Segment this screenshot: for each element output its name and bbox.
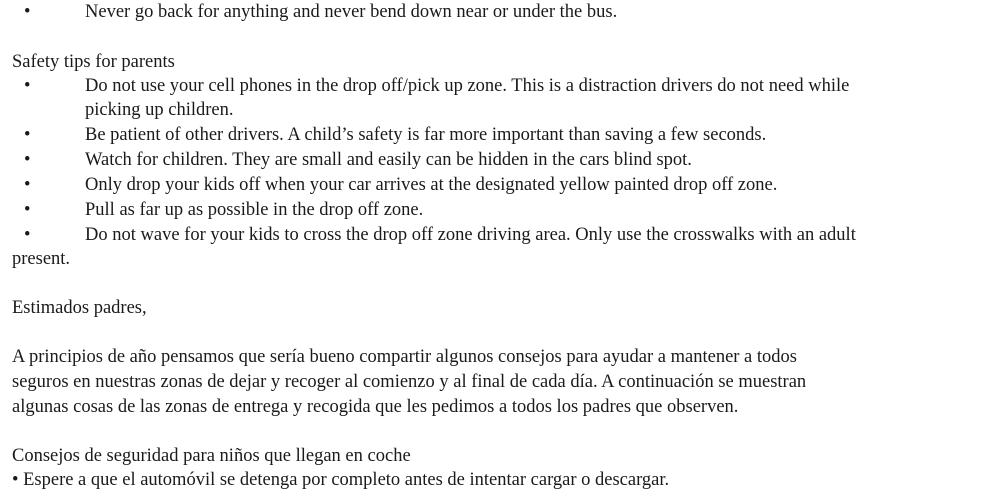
bullet: • (24, 175, 31, 195)
list-item-text: Do not wave for your kids to cross the drop off zone driving area. Only use the crosswalks with an adult (85, 225, 856, 245)
section-heading-parents: Safety tips for parents (12, 52, 175, 72)
list-item-text: Be patient of other drivers. A child’s safety is far more important than saving a few seconds. (85, 125, 767, 145)
list-item-text: Never go back for anything and never bend down near or under the bus. (85, 2, 618, 22)
list-item (12, 198, 990, 223)
bullet: • (24, 125, 31, 145)
paragraph-line: seguros en nuestras zonas de dejar y recoger al comienzo y al final de cada día. A continuación se muestran (12, 372, 807, 392)
list-item-text: Only drop your kids off when your car arrives at the designated yellow painted drop off zone. (85, 175, 778, 195)
list-item-text: Watch for children. They are small and easily can be hidden in the cars blind spot. (85, 150, 692, 170)
bullet: • (24, 150, 31, 170)
list-item: • Espere a que el automóvil se detenga por completo antes de intentar cargar o descargar. (12, 470, 670, 490)
bullet: • (24, 2, 31, 22)
list-item (12, 223, 990, 248)
bullet: • (24, 225, 31, 245)
list-item (12, 173, 990, 198)
list-item (12, 123, 990, 148)
list-item-text: picking up children. (85, 100, 234, 120)
list-item (12, 0, 990, 25)
paragraph-line: algunas cosas de las zonas de entrega y recogida que les pedimos a todos los padres que observen. (12, 397, 739, 417)
letter-greeting: Estimados padres, (12, 298, 147, 318)
list-item-text: Do not use your cell phones in the drop off/pick up zone. This is a distraction drivers do not need while (85, 76, 850, 96)
list-item-continuation (12, 98, 990, 123)
list-item (12, 148, 990, 173)
list-item-text: Pull as far up as possible in the drop off zone. (85, 200, 424, 220)
section-heading-car-tips: Consejos de seguridad para niños que llegan en coche (12, 446, 411, 466)
paragraph-line: A principios de año pensamos que sería bueno compartir algunos consejos para ayudar a mantener a todos (12, 347, 797, 367)
list-item (12, 74, 990, 99)
list-item-continuation: present. (12, 249, 71, 269)
bullet: • (24, 76, 31, 96)
bullet: • (24, 200, 31, 220)
